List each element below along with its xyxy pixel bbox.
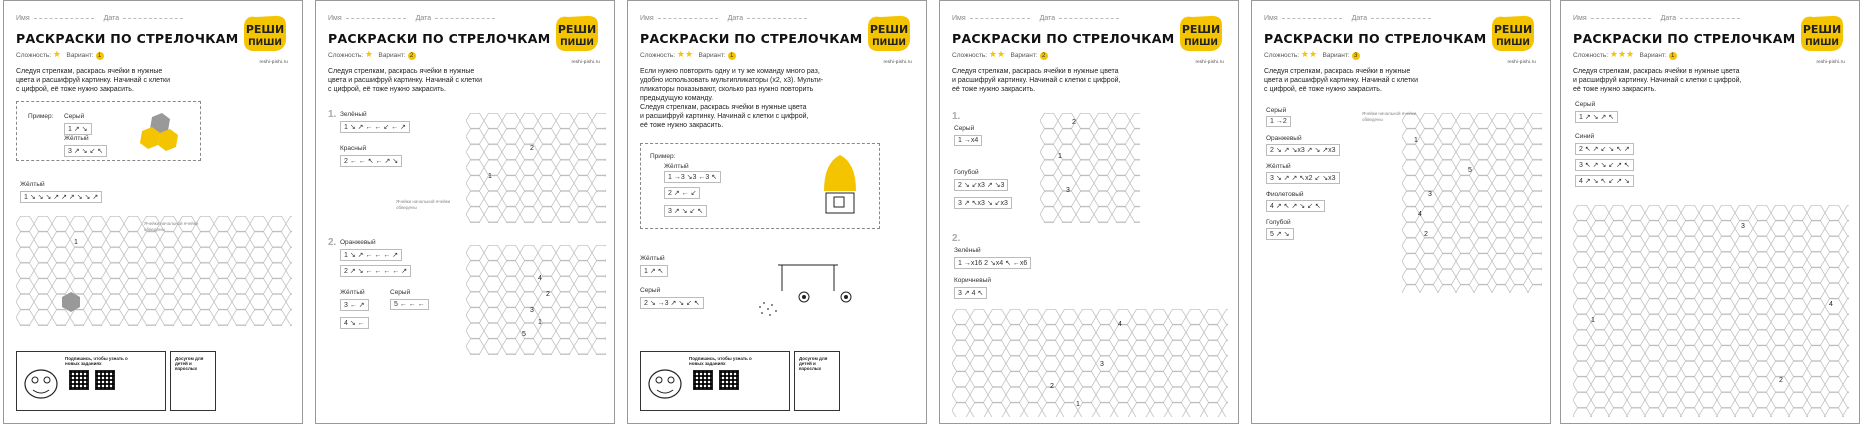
row-code: 1 ↗ ↘ ↗ ↖ bbox=[1575, 111, 1618, 123]
row-label: Серый bbox=[1575, 101, 1596, 108]
drawing-figure bbox=[748, 261, 878, 321]
logo-icon bbox=[240, 11, 290, 55]
start-number: 3 bbox=[530, 307, 534, 314]
row-code: 3 ↖ ↗ ↘ ↙ ↗ ↖ bbox=[1575, 159, 1634, 171]
page-title: РАСКРАСКИ ПО СТРЕЛОЧКАМ bbox=[328, 31, 551, 46]
row-code: 4 ↗ ↖ ↗ ↘ ↙ ↖ bbox=[1266, 200, 1325, 212]
start-number: 1 bbox=[488, 173, 492, 180]
header-fields: Имя Дата bbox=[952, 15, 1129, 22]
section-number: 1. bbox=[328, 109, 337, 120]
name-line[interactable] bbox=[1591, 18, 1651, 19]
header-fields: Имя Дата bbox=[328, 15, 505, 22]
instruction-text: Если нужно повторить одну и ту же команду много раз, удобно использовать мультипликаторы (x2, x3). Мульти- пликаторы показывают, сколько раз нужно повторить предыдущую команду. Следуя стрелкам, раскрась ячейки в нужные цвета и расшифруй картинку. Начинай с клетки с цифрой, её тоже нужно закрасить. bbox=[640, 68, 824, 129]
hex-grid-bg bbox=[16, 216, 292, 326]
star-icon: ★ bbox=[52, 49, 61, 59]
logo-icon bbox=[864, 11, 914, 55]
row-code: 3 ← ↗ bbox=[340, 299, 369, 311]
start-number: 3 bbox=[1100, 361, 1104, 368]
task-code: 1 ↗ ↖ bbox=[640, 265, 668, 277]
task-label: Жёлтый bbox=[20, 181, 45, 188]
name-line[interactable] bbox=[346, 18, 406, 19]
example-label: Пример: bbox=[28, 113, 54, 120]
worksheet-1 bbox=[3, 0, 303, 424]
row-label: Фиолетовый bbox=[1266, 191, 1304, 198]
instruction-text: Следуя стрелкам, раскрась ячейки в нужные цвета и расшифруй картинку. Начинай с клетки с цифрой, её тоже нужно закрасить. bbox=[328, 68, 483, 93]
qr-code-icon[interactable] bbox=[69, 370, 89, 390]
start-number: 1 bbox=[1076, 401, 1080, 408]
start-number: 5 bbox=[1468, 167, 1472, 174]
promo-block bbox=[640, 351, 790, 411]
svg-text:ПИШИ: ПИШИ bbox=[1184, 38, 1218, 48]
row-label: Оранжевый bbox=[340, 239, 376, 246]
variant-badge: 3 bbox=[1352, 52, 1360, 60]
worksheet-3 bbox=[627, 0, 927, 424]
date-line[interactable] bbox=[435, 18, 495, 19]
start-number: 2 bbox=[1050, 383, 1054, 390]
svg-text:ПИШИ: ПИШИ bbox=[248, 38, 282, 48]
difficulty-meta: Сложность: ★ Вариант: 1 bbox=[16, 49, 104, 60]
start-number: 1 bbox=[74, 239, 78, 246]
task-label: Жёлтый bbox=[640, 255, 665, 262]
row-label: Коричневый bbox=[954, 277, 991, 284]
worksheet-6 bbox=[1560, 0, 1860, 424]
date-line[interactable] bbox=[123, 18, 183, 19]
svg-text:ПИШИ: ПИШИ bbox=[1805, 38, 1839, 48]
grid-note: Ячейки начальной ячейки обведены bbox=[396, 199, 451, 210]
row-code: 2 ↘ ↗ ↘x3 ↗ ↘ ↗x3 bbox=[1266, 144, 1340, 156]
start-number: 2 bbox=[1072, 119, 1076, 126]
row-code: 2 ↘ ↙x3 ↗ ↘3 bbox=[954, 179, 1008, 191]
name-line[interactable] bbox=[658, 18, 718, 19]
row-label: Жёлтый bbox=[340, 289, 365, 296]
start-number: 2 bbox=[1424, 231, 1428, 238]
name-line[interactable] bbox=[970, 18, 1030, 19]
variant-badge: 2 bbox=[408, 52, 416, 60]
difficulty-meta: Сложность: ★ Вариант: 2 bbox=[328, 49, 416, 60]
worksheet-4 bbox=[939, 0, 1239, 424]
variant-badge: 2 bbox=[1040, 52, 1048, 60]
start-number: 2 bbox=[546, 291, 550, 298]
hex-grid-1 bbox=[466, 113, 606, 223]
gray-hex-shape bbox=[60, 291, 82, 313]
svg-text:РЕШИ: РЕШИ bbox=[1181, 23, 1221, 36]
start-number: 1 bbox=[538, 319, 542, 326]
example-house-figure bbox=[810, 151, 870, 223]
svg-text:ПИШИ: ПИШИ bbox=[1496, 38, 1530, 48]
start-number: 3 bbox=[1741, 223, 1745, 230]
example-row-label: Жёлтый bbox=[664, 163, 689, 170]
task-label: Серый bbox=[640, 287, 661, 294]
name-line[interactable] bbox=[34, 18, 94, 19]
row-label: Зелёный bbox=[340, 111, 367, 118]
difficulty-meta: Сложность: ★★ Вариант: 3 bbox=[1264, 49, 1360, 60]
promo-block bbox=[16, 351, 166, 411]
page-title: РАСКРАСКИ ПО СТРЕЛОЧКАМ bbox=[1264, 31, 1487, 46]
hex-grid bbox=[1573, 205, 1849, 417]
promo-text: Досугом для детей и взрослых bbox=[175, 356, 204, 371]
example-code: 3 ↗ ↘ ↙ ↖ bbox=[64, 145, 107, 157]
row-code: 1 →x4 bbox=[954, 135, 982, 146]
instruction-text: Следуя стрелкам, раскрась ячейки в нужные цвета и расшифруй картинку. Начинай с клетки с цифрой, её тоже нужно закрасить. bbox=[952, 68, 1121, 93]
variant-badge: 1 bbox=[96, 52, 104, 60]
example-hex-figure bbox=[134, 109, 194, 157]
star-icon: ★ bbox=[364, 49, 373, 59]
difficulty-meta: Сложность: ★★ Вариант: 2 bbox=[952, 49, 1048, 60]
worksheet-5 bbox=[1251, 0, 1551, 424]
grid-note: Ячейки начальной ячейки обведены bbox=[144, 221, 199, 232]
example-code: 1 ↗ ↘ bbox=[64, 123, 92, 135]
start-number: 1 bbox=[1414, 137, 1418, 144]
row-label: Серый bbox=[954, 125, 975, 132]
start-number: 1 bbox=[1058, 153, 1062, 160]
header-fields bbox=[16, 15, 193, 22]
row-code: 4 ↘ ← bbox=[340, 317, 369, 329]
start-number: 2 bbox=[1779, 377, 1783, 384]
date-line[interactable] bbox=[1371, 18, 1431, 19]
row-code: 3 ↘ ↗ ↗ ↖x2 ↙ ↘x3 bbox=[1266, 172, 1340, 184]
row-label: Оранжевый bbox=[1266, 135, 1302, 142]
row-code: 4 ↗ ↘ ↖ ↙ ↗ ↘ bbox=[1575, 175, 1634, 187]
star-icon: ★★ bbox=[988, 49, 1006, 59]
page-title: РАСКРАСКИ ПО СТРЕЛОЧКАМ bbox=[1573, 31, 1796, 46]
start-number: 3 bbox=[1428, 191, 1432, 198]
variant-badge: 1 bbox=[1669, 52, 1677, 60]
example-code: 2 ↗ ← ↙ bbox=[664, 187, 700, 199]
qr-code-icon[interactable] bbox=[95, 370, 115, 390]
star-icon: ★★★ bbox=[1609, 49, 1635, 59]
svg-text:РЕШИ: РЕШИ bbox=[245, 23, 285, 36]
row-label: Голубой bbox=[954, 169, 979, 176]
promo-text: Подпишись, чтобы узнать о новых заданиях bbox=[689, 356, 752, 366]
row-label: Серый bbox=[390, 289, 411, 296]
row-code: 1 ↘ ↗ ← ← ← ↗ bbox=[340, 249, 402, 261]
instruction-text: Следуя стрелкам, раскрась ячейки в нужные цвета и расшифруй картинку. Начинай с клетки с цифрой, её тоже нужно закрасить. bbox=[1573, 68, 1742, 93]
row-label: Голубой bbox=[1266, 219, 1291, 226]
svg-text:ПИШИ: ПИШИ bbox=[560, 38, 594, 48]
start-number: 4 bbox=[1118, 321, 1122, 328]
qr-code-icon[interactable] bbox=[719, 370, 739, 390]
promo-text: Подпишись, чтобы узнать о новых заданиях bbox=[65, 356, 128, 366]
logo-site: reshi-pishi.ru bbox=[259, 59, 288, 64]
start-number: 4 bbox=[1829, 301, 1833, 308]
svg-text:РЕШИ: РЕШИ bbox=[1493, 23, 1533, 36]
start-number: 2 bbox=[530, 145, 534, 152]
section-number: 2. bbox=[952, 233, 961, 244]
header-fields: Имя Дата bbox=[1264, 15, 1441, 22]
section-number: 1. bbox=[952, 111, 961, 122]
hex-grid-2 bbox=[466, 245, 606, 355]
star-icon: ★★ bbox=[1300, 49, 1318, 59]
svg-text:ПИШИ: ПИШИ bbox=[872, 38, 906, 48]
mascot-icon bbox=[21, 362, 61, 402]
page-title: РАСКРАСКИ ПО СТРЕЛОЧКАМ bbox=[952, 31, 1175, 46]
start-number: 5 bbox=[522, 331, 526, 338]
mascot-icon bbox=[645, 362, 685, 402]
variant-badge: 1 bbox=[728, 52, 736, 60]
name-label: Имя bbox=[16, 15, 30, 22]
logo-site: reshi-pishi.ru bbox=[571, 59, 600, 64]
row-label: Красный bbox=[340, 145, 367, 152]
instruction-text: Следуя стрелкам, раскрась ячейки в нужные цвета и расшифруй картинку. Начинай с клетки с цифрой, её тоже нужно закрасить. bbox=[1264, 68, 1419, 93]
difficulty-meta: Сложность: ★★ Вариант: 1 bbox=[640, 49, 736, 60]
row-code: 2 ↗ ↘ ← ← ← ← ↗ bbox=[340, 265, 411, 277]
promo-text: Досугом для детей и взрослых bbox=[799, 356, 828, 371]
logo-site: reshi-pishi.ru bbox=[883, 59, 912, 64]
start-number: 4 bbox=[1418, 211, 1422, 218]
logo-icon bbox=[1176, 11, 1226, 55]
header-fields: Имя Дата bbox=[1573, 15, 1750, 22]
qr-code-icon[interactable] bbox=[693, 370, 713, 390]
worksheet-2 bbox=[315, 0, 615, 424]
start-number: 4 bbox=[538, 275, 542, 282]
logo-icon bbox=[552, 11, 602, 55]
page-title: РАСКРАСКИ ПО СТРЕЛОЧКАМ bbox=[640, 31, 863, 46]
page-title: РАСКРАСКИ ПО СТРЕЛОЧКАМ bbox=[16, 31, 239, 46]
example-label: Пример: bbox=[650, 153, 676, 160]
task-code: 2 ↘ →3 ↗ ↘ ↙ ↖ bbox=[640, 297, 704, 309]
start-number: 1 bbox=[1591, 317, 1595, 324]
logo-icon bbox=[1797, 11, 1847, 55]
logo-site: reshi-pishi.ru bbox=[1816, 59, 1845, 64]
logo-site: reshi-pishi.ru bbox=[1507, 59, 1536, 64]
start-number: 3 bbox=[1066, 187, 1070, 194]
star-icon: ★★ bbox=[676, 49, 694, 59]
row-code: 2 ← ← ↖ ← ↗ ↘ bbox=[340, 155, 402, 167]
logo-icon bbox=[1488, 11, 1538, 55]
hex-grid-1 bbox=[1040, 113, 1140, 223]
row-code: 3 ↗ ↖x3 ↘ ↙x3 bbox=[954, 197, 1012, 209]
instruction-text: Следуя стрелкам, раскрась ячейки в нужные цвета и расшифруй картинку. Начинай с клетки с цифрой, её тоже нужно закрасить. bbox=[16, 68, 171, 93]
row-label: Серый bbox=[1266, 107, 1287, 114]
svg-text:РЕШИ: РЕШИ bbox=[1802, 23, 1842, 36]
row-code: 5 ← ← ← bbox=[390, 299, 429, 310]
row-code: 5 ↗ ↘ bbox=[1266, 228, 1294, 240]
row-code: 1 ↘ ↗ ← ← ↙ ← ↗ bbox=[340, 121, 410, 133]
task-code: 1 ↘ ↘ ↘ ↗ ↗ ↗ ↘ ↘ ↗ bbox=[20, 191, 102, 203]
example-code: 3 ↗ ↘ ↙ ↖ bbox=[664, 205, 707, 217]
promo-block-2 bbox=[170, 351, 216, 411]
promo-block-2 bbox=[794, 351, 840, 411]
row-label: Зелёный bbox=[954, 247, 981, 254]
svg-text:РЕШИ: РЕШИ bbox=[869, 23, 909, 36]
svg-text:РЕШИ: РЕШИ bbox=[557, 23, 597, 36]
row-label: Жёлтый bbox=[1266, 163, 1291, 170]
logo-site: reshi-pishi.ru bbox=[1195, 59, 1224, 64]
difficulty-meta: Сложность: ★★★ Вариант: 1 bbox=[1573, 49, 1677, 60]
row-code: 1 →2 bbox=[1266, 116, 1291, 127]
row-code: 2 ↖ ↗ ↙ ↘ ↖ ↗ bbox=[1575, 143, 1634, 155]
date-line[interactable] bbox=[1059, 18, 1119, 19]
example-row-label: Серый bbox=[64, 113, 85, 120]
grid-note: Ячейки начальной ячейки обведены bbox=[1362, 111, 1417, 122]
section-number: 2. bbox=[328, 237, 337, 248]
hex-grid bbox=[1402, 113, 1542, 293]
hex-grid-2 bbox=[952, 309, 1228, 417]
name-line[interactable] bbox=[1282, 18, 1342, 19]
row-code: 1 →x16 2 ↘x4 ↖ ←x6 bbox=[954, 257, 1031, 269]
header-fields: Имя Дата bbox=[640, 15, 817, 22]
row-label: Синий bbox=[1575, 133, 1595, 140]
example-row-label: Жёлтый bbox=[64, 135, 89, 142]
example-code: 1 →3 ↘3 ←3 ↖ bbox=[664, 171, 721, 183]
date-line[interactable] bbox=[1680, 18, 1740, 19]
hex-grid bbox=[16, 216, 292, 326]
date-line[interactable] bbox=[747, 18, 807, 19]
date-label: Дата bbox=[103, 15, 120, 22]
row-code: 3 ↗ 4 ↖ bbox=[954, 287, 987, 299]
